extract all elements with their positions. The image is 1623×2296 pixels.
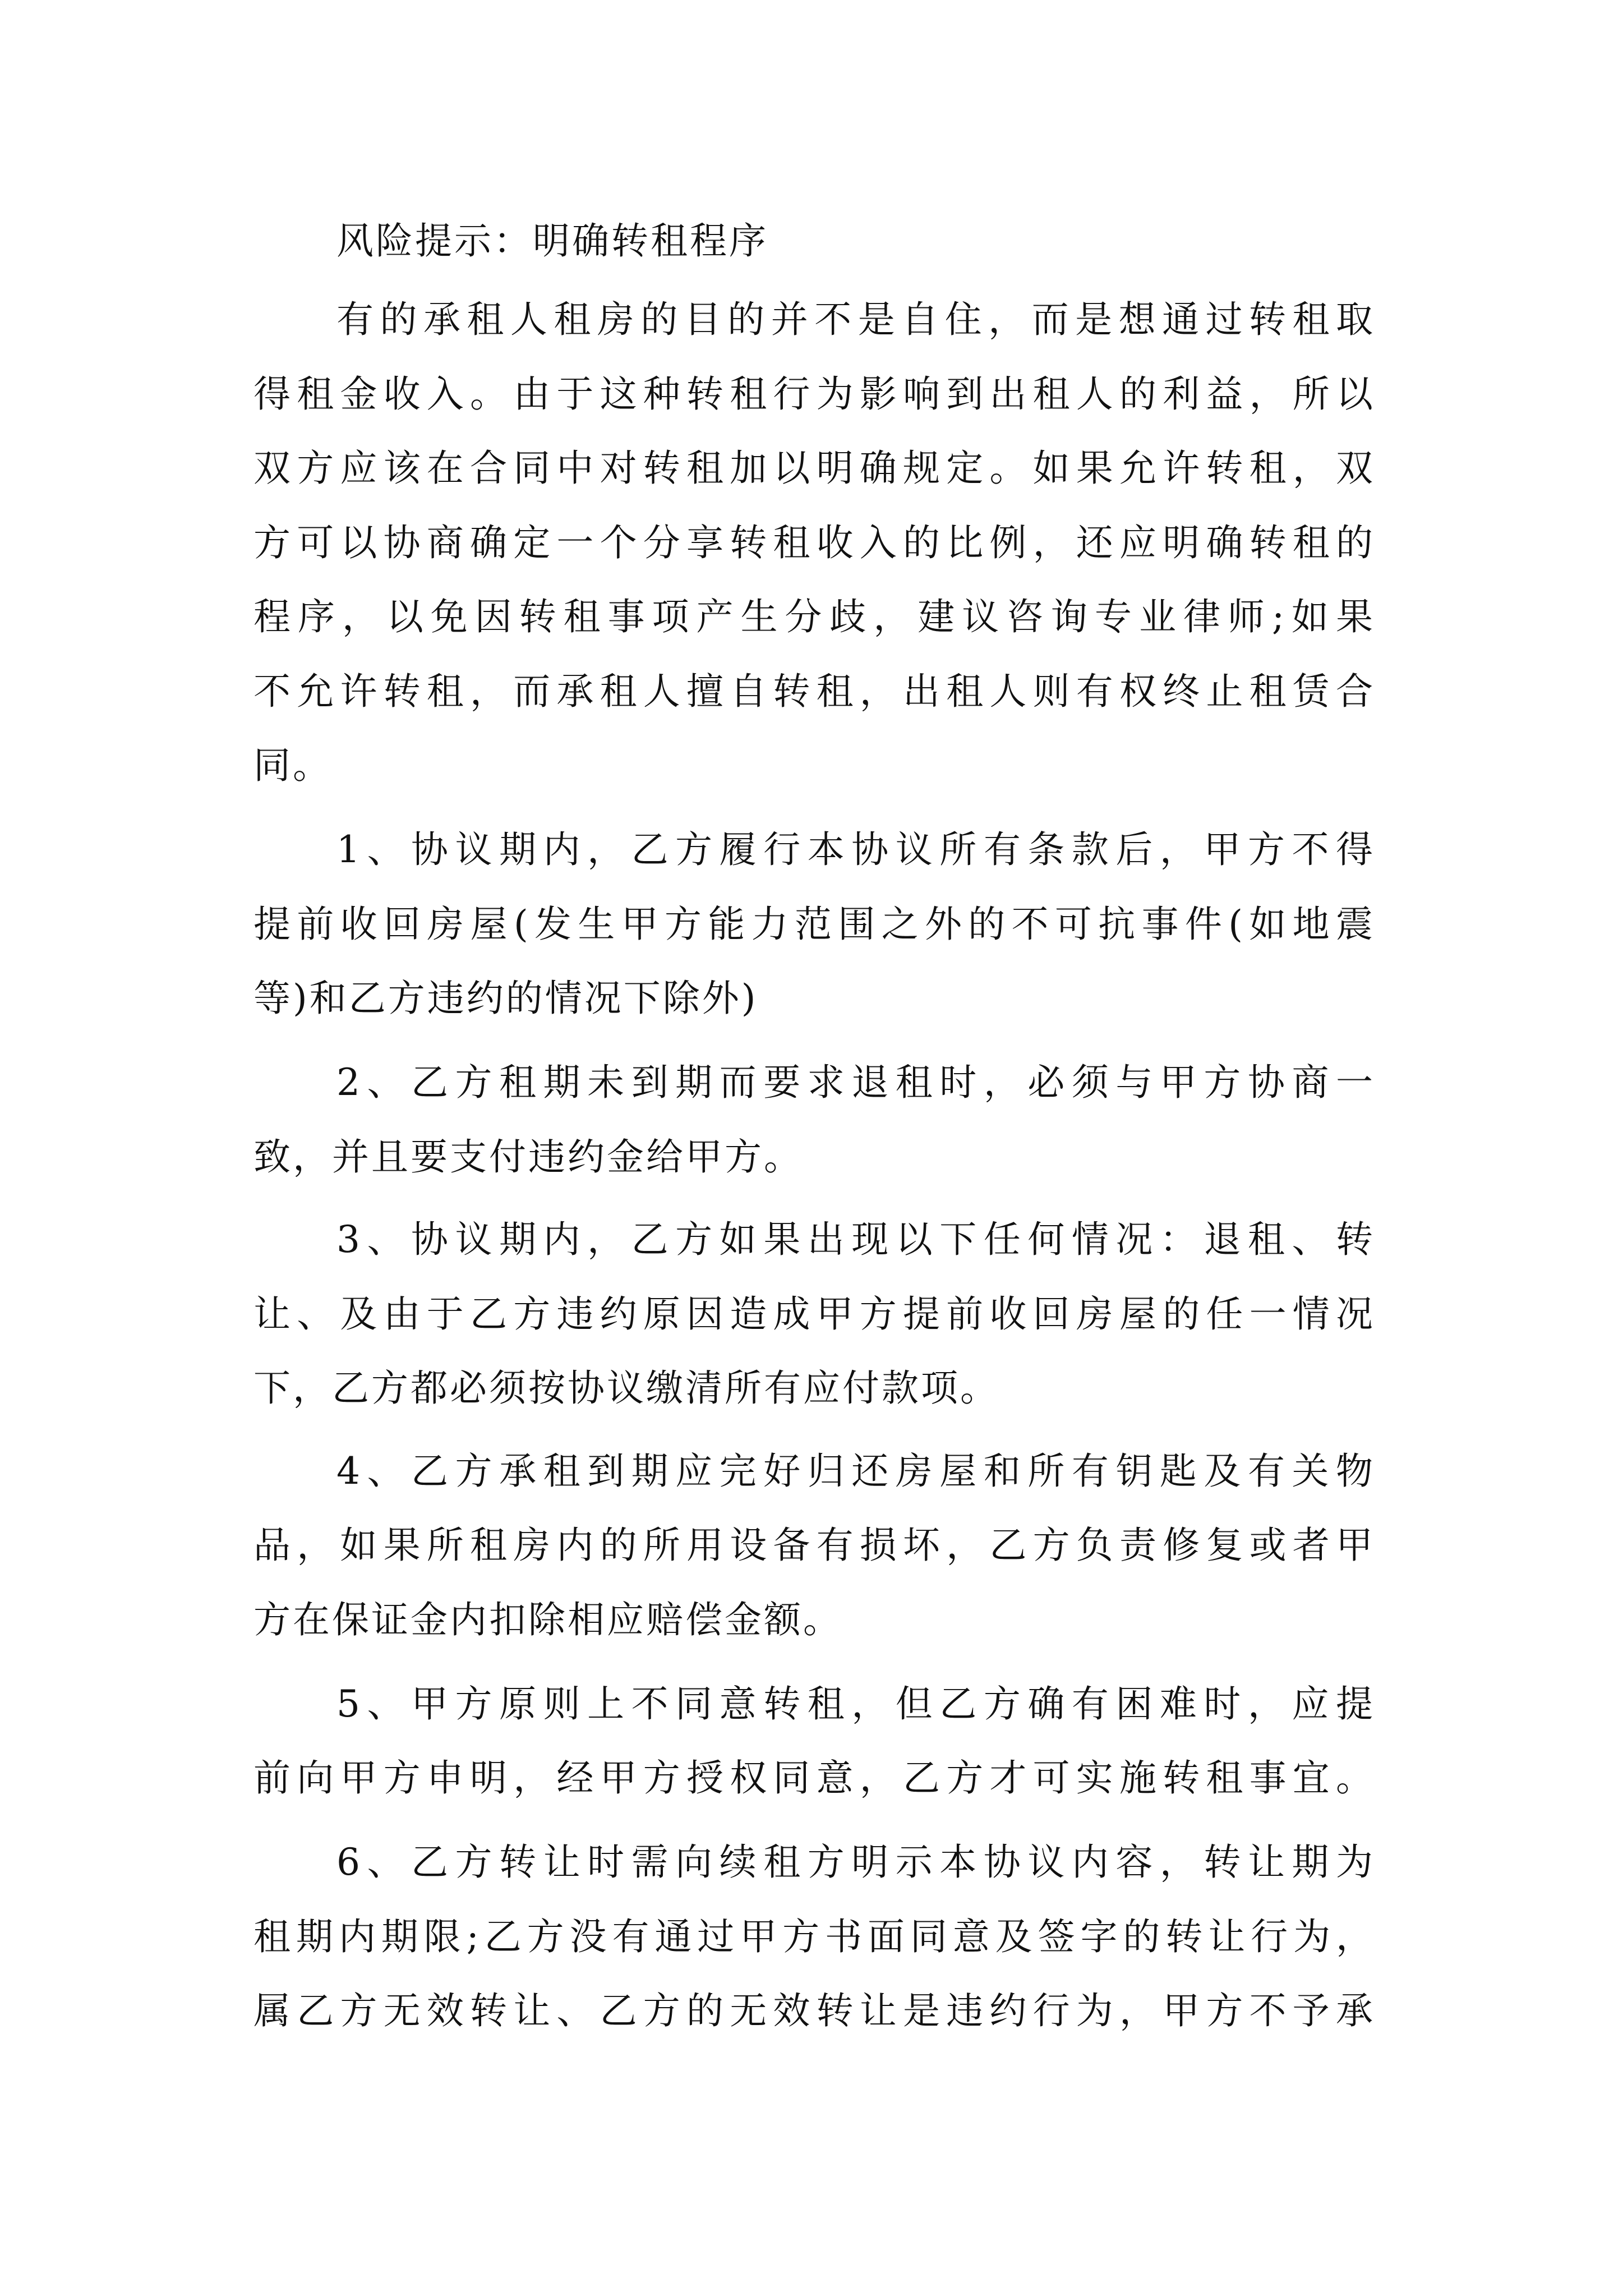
clause-1-line: 提前收回房屋(发生甲方能力范围之外的不可抗事件(如地震 [253, 903, 1375, 946]
clause-6-line: 6、乙方转让时需向续租方明示本协议内容，转让期为 [336, 1841, 1375, 1884]
clause-6-line: 属乙方无效转让、乙方的无效转让是违约行为，甲方不予承 [253, 1989, 1375, 2032]
clause-2-line: 2、乙方租期未到期而要求退租时，必须与甲方协商一 [336, 1061, 1375, 1104]
clause-4-line: 4、乙方承租到期应完好归还房屋和所有钥匙及有关物 [336, 1450, 1375, 1493]
risk-paragraph-line: 方可以协商确定一个分享转租收入的比例，还应明确转租的 [253, 521, 1375, 564]
clause-1-line: 等)和乙方违约的情况下除外) [253, 977, 758, 1020]
clause-3-line: 下，乙方都必须按协议缴清所有应付款项。 [253, 1366, 999, 1410]
clause-5-line: 5、甲方原则上不同意转租，但乙方确有困难时，应提 [336, 1682, 1375, 1726]
risk-paragraph-line: 得租金收入。由于这种转租行为影响到出租人的利益，所以 [253, 372, 1375, 416]
clause-6-line: 租期内期限;乙方没有通过甲方书面同意及签字的转让行为， [253, 1915, 1375, 1958]
risk-paragraph-line: 同。 [253, 744, 332, 787]
risk-paragraph-line: 程序，以免因转租事项产生分歧，建议咨询专业律师;如果 [253, 595, 1375, 638]
clause-3-line: 让、及由于乙方违约原因造成甲方提前收回房屋的任一情况 [253, 1292, 1375, 1336]
clause-4-line: 方在保证金内扣除相应赔偿金额。 [253, 1598, 842, 1641]
risk-heading: 风险提示：明确转租程序 [336, 219, 768, 263]
risk-paragraph-line: 双方应该在合同中对转租加以明确规定。如果允许转租，双 [253, 447, 1375, 490]
risk-paragraph-line: 有的承租人租房的目的并不是自住，而是想通过转租取 [336, 298, 1375, 341]
clause-2-line: 致，并且要支付违约金给甲方。 [253, 1135, 803, 1179]
clause-4-line: 品，如果所租房内的所用设备有损坏，乙方负责修复或者甲 [253, 1524, 1375, 1567]
clause-5-line: 前向甲方申明，经甲方授权同意，乙方才可实施转租事宜。 [253, 1756, 1375, 1800]
risk-paragraph-line: 不允许转租，而承租人擅自转租，出租人则有权终止租赁合 [253, 670, 1375, 713]
clause-3-line: 3、协议期内，乙方如果出现以下任何情况：退租、转 [336, 1218, 1375, 1261]
clause-1-line: 1、协议期内，乙方履行本协议所有条款后，甲方不得 [336, 828, 1375, 871]
